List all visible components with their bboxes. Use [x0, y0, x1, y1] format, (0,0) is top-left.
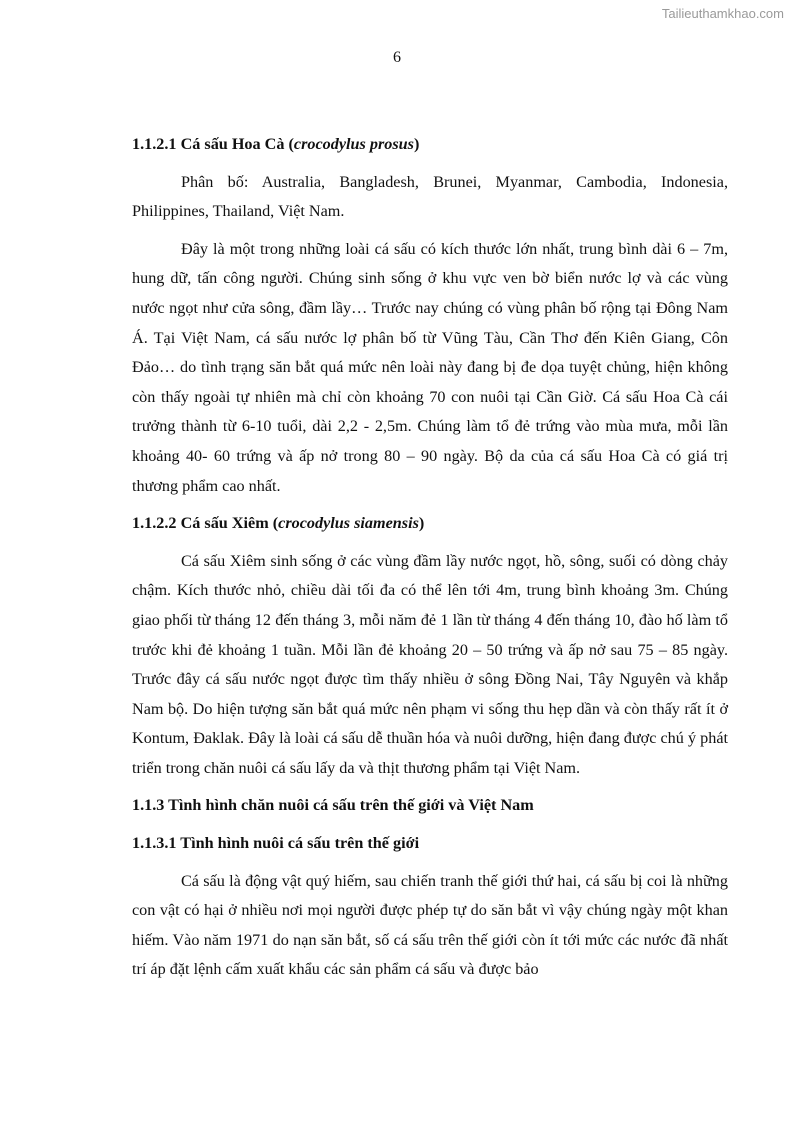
- latin-name-prosus: crocodylus prosus: [293, 135, 414, 153]
- paragraph-hoa-ca-description: Đây là một trong những loài cá sấu có kích thước lớn nhất, trung bình dài 6 – 7m, hung dữ, tấn công người. Chúng sinh sống ở khu vực ven bờ biển nước lợ và các vùng nước ngọt như cửa sông, đầm lầy… Trước nay chúng có vùng phân bố rộng tại Đông Nam Á. Tại Việt Nam, cá sấu nước lợ phân bố từ Vũng Tàu, Cần Thơ đến Kiên Giang, Côn Đảo… do tình trạng săn bắt quá mức nên loài này đang bị đe dọa tuyệt chủng, hiện không còn thấy ngoài tự nhiên mà chỉ còn khoảng 70 con nuôi tại Cần Giờ. Cá sấu Hoa Cà cái trưởng thành từ 6-10 tuổi, dài 2,2 - 2,5m. Chúng làm tổ đẻ trứng vào mùa mưa, mỗi lần khoảng 40- 60 trứng và ấp nở trong 80 – 90 ngày. Bộ da của cá sấu Hoa Cà có giá trị thương phẩm cao nhất.: [132, 239, 728, 495]
- paragraph-distribution: Phân bố: Australia, Bangladesh, Brunei, Myanmar, Cambodia, Indonesia, Philippines, Thailand, Việt Nam.: [132, 172, 728, 221]
- paragraph-world-farming: Cá sấu là động vật quý hiếm, sau chiến tranh thế giới thứ hai, cá sấu bị coi là những con vật có hại ở nhiều nơi mọi người được phép tự do săn bắt vì vậy chúng ngày một khan hiếm. Vào năm 1971 do nạn săn bắt, số cá sấu trên thế giới còn ít tới mức các nước đã nhất trí áp đặt lệnh cấm xuất khẩu các sản phẩm cá sấu và được bảo: [132, 871, 728, 979]
- page-number: 6: [393, 49, 401, 66]
- watermark: Tailieuthamkhao.com: [661, 6, 784, 21]
- document-body: [132, 130, 728, 993]
- paragraph-xiem-description: Cá sấu Xiêm sinh sống ở các vùng đầm lầy nước ngọt, hồ, sông, suối có dòng chảy chậm. Kích thước nhỏ, chiều dài tối đa có thể lên tới 4m, trung bình khoảng 3m. Chúng giao phối từ tháng 12 đến tháng 3, mỗi năm đẻ 1 lần từ tháng 4 đến tháng 10, đào hố làm tổ trước khi đẻ khoảng 1 tuần. Mỗi lần đẻ khoảng 20 – 50 trứng và ấp nở sau 75 – 85 ngày. Trước đây cá sấu nước ngọt được tìm thấy nhiều ở sông Đồng Nai, Tây Nguyên và khắp Nam bộ. Do hiện tượng săn bắt quá mức nên phạm vi sống thu hẹp dần và còn thấy rất ít ở Kontum, Đaklak. Đây là loài cá sấu dễ thuần hóa và nuôi dưỡng, hiện đang được chú ý phát triển trong chăn nuôi cá sấu lấy da và thịt thương phẩm tại Việt Nam.: [132, 551, 728, 777]
- latin-name-siamensis: crocodylus siamensis: [278, 514, 419, 533]
- heading-1-1-3: 1.1.3 Tình hình chăn nuôi cá sấu trên thế giới và Việt Nam: [132, 796, 534, 815]
- heading-1-1-3-1: 1.1.3.1 Tình hình nuôi cá sấu trên thế giới: [132, 834, 420, 853]
- heading-1-1-2-1: 1.1.2.1 Cá sấu Hoa Cà (crocodylus prosus): [132, 135, 420, 153]
- heading-1-1-2-2: 1.1.2.2 Cá sấu Xiêm (crocodylus siamensis): [132, 514, 425, 533]
